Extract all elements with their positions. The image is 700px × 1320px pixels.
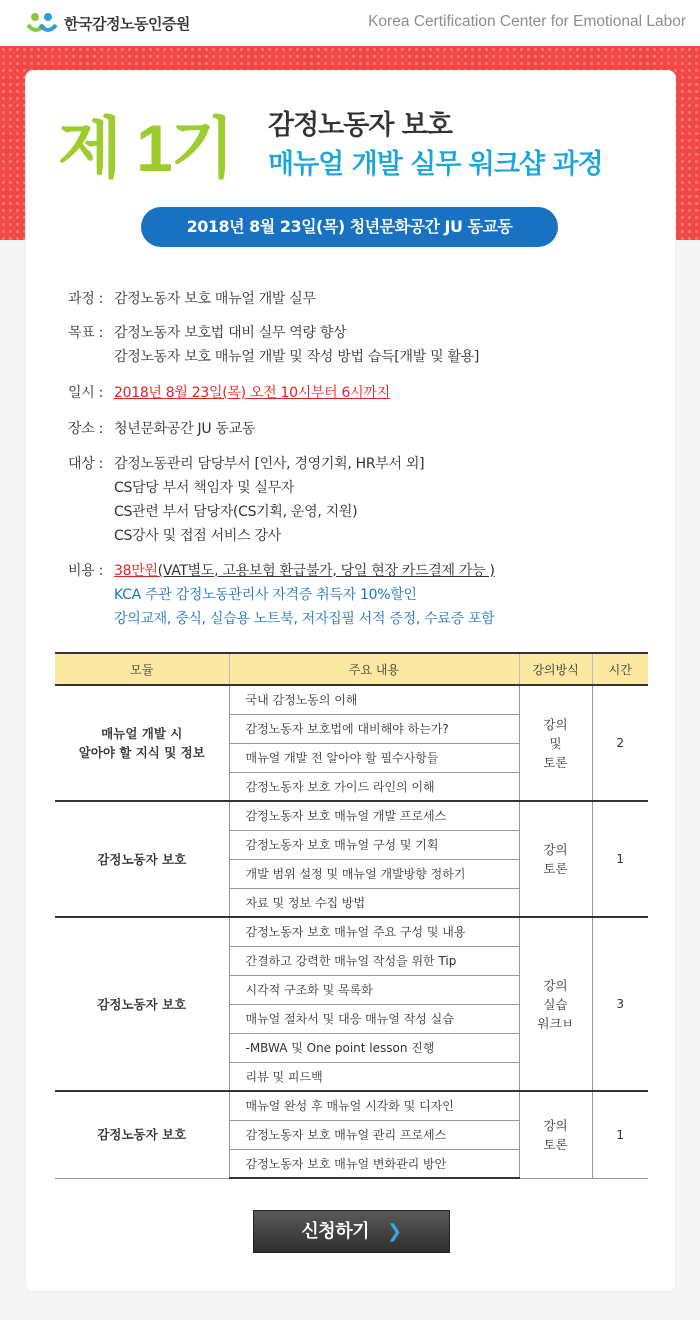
top-header <box>0 0 700 46</box>
logo-icon <box>26 11 58 35</box>
module-line: 감정노동자 보호 <box>97 1127 187 1143</box>
info-target-label: 대상 : <box>68 456 104 472</box>
apply-button[interactable] <box>253 1210 450 1253</box>
table-row <box>55 801 648 830</box>
table-header-row <box>55 653 648 685</box>
module-line: 감정노동자 보호 <box>97 851 187 867</box>
org-logo[interactable] <box>26 10 190 36</box>
topic-cell: -MBWA 및 One point lesson 진행 <box>229 1033 519 1062</box>
module-cell <box>55 917 229 1091</box>
method-line: 토론 <box>543 861 568 876</box>
info-place-label: 장소 : <box>68 421 104 437</box>
module-cell <box>55 685 229 801</box>
method-line: 및 <box>549 735 562 751</box>
apply-button-label: 신청하기 <box>301 1221 369 1242</box>
info-date-label: 일시 : <box>68 385 104 401</box>
title-line-1: 감정노동자 보호 <box>268 110 452 141</box>
method-line: 강의 <box>543 977 568 993</box>
info-target-line: CS담당 부서 책임자 및 실무자 <box>114 480 295 496</box>
date-location-pill: 2018년 8월 23일(목) 청년문화공간 JU 동교동 <box>141 207 558 247</box>
method-line: 강의 <box>543 716 568 732</box>
topic-cell: 감정노동자 보호법에 대비해야 하는가? <box>229 714 519 743</box>
table-row <box>55 1091 648 1120</box>
hours-cell: 1 <box>592 801 648 917</box>
info-course-label: 과정 : <box>68 291 104 307</box>
topic-cell: 리뷰 및 피드백 <box>229 1062 519 1091</box>
method-line: 실습 <box>543 996 568 1012</box>
info-fee <box>68 560 495 580</box>
topic-cell: 감정노동자 보호 매뉴얼 관리 프로세스 <box>229 1120 519 1149</box>
topic-cell: 감정노동자 보호 매뉴얼 구성 및 기획 <box>229 830 519 859</box>
header-method: 강의방식 <box>519 653 592 685</box>
table-row <box>55 685 648 714</box>
method-line: 토론 <box>543 754 568 770</box>
info-goal-label: 목표 : <box>68 325 104 341</box>
topic-cell: 간결하고 강력한 매뉴얼 작성을 위한 Tip <box>229 946 519 975</box>
method-cell <box>519 917 592 1091</box>
header-content: 주요 내용 <box>229 653 519 685</box>
info-place-value: 청년문화공간 JU 동교동 <box>114 421 256 437</box>
topic-cell: 감정노동자 보호 가이드 라인의 이해 <box>229 772 519 801</box>
info-target <box>68 453 424 473</box>
topic-cell: 개발 범위 설정 및 매뉴얼 개발방향 정하기 <box>229 859 519 888</box>
info-course-value: 감정노동자 보호 매뉴얼 개발 실무 <box>114 291 316 307</box>
info-goal-line: 감정노동자 보호 매뉴얼 개발 및 작성 방법 습득[개발 및 활용] <box>114 349 480 365</box>
topic-cell: 감정노동자 보호 매뉴얼 주요 구성 및 내용 <box>229 917 519 946</box>
curriculum-table <box>55 652 648 1179</box>
module-cell <box>55 801 229 917</box>
method-cell <box>519 685 592 801</box>
method-line: 토론 <box>543 1136 568 1152</box>
table-row <box>55 917 648 946</box>
module-cell <box>55 1091 229 1178</box>
info-target-line: CS관련 부서 담당자(CS기획, 운영, 지원) <box>114 504 358 520</box>
hours-cell: 1 <box>592 1091 648 1178</box>
topic-cell: 매뉴얼 절차서 및 대응 매뉴얼 작성 실습 <box>229 1004 519 1033</box>
info-course <box>68 288 316 308</box>
info-fee-amount: 38만원 <box>114 563 158 579</box>
info-fee-label: 비용 : <box>68 563 104 579</box>
info-goal <box>68 322 346 342</box>
info-goal-line: 감정노동자 보호법 대비 실무 역량 향상 <box>114 325 347 341</box>
method-cell <box>519 1091 592 1178</box>
method-line: 워크ㅂ <box>537 1015 574 1031</box>
method-line: 강의 <box>543 1117 568 1133</box>
module-line: 알아야 할 지식 및 정보 <box>78 745 205 760</box>
hours-cell: 2 <box>592 685 648 801</box>
info-target-line: 감정노동관리 담당부서 [인사, 경영기획, HR부서 외] <box>114 456 425 472</box>
chevron-right-icon: ❯ <box>386 1221 402 1242</box>
hours-cell: 3 <box>592 917 648 1091</box>
org-name: 한국감정노동인증원 <box>64 14 190 33</box>
module-line: 매뉴얼 개발 시 <box>101 726 183 741</box>
header-module: 모듈 <box>55 653 229 685</box>
topic-cell: 감정노동자 보호 매뉴얼 변화관리 방안 <box>229 1149 519 1178</box>
info-date <box>68 382 390 402</box>
topic-cell: 매뉴얼 개발 전 알아야 할 필수사항들 <box>229 743 519 772</box>
info-fee-line: KCA 주관 감정노동관리사 자격증 취득자 10%할인 <box>114 587 417 603</box>
title-line-2: 매뉴얼 개발 실무 워크샵 과정 <box>268 149 603 180</box>
topic-cell: 감정노동자 보호 매뉴얼 개발 프로세스 <box>229 801 519 830</box>
topic-cell: 매뉴얼 완성 후 매뉴얼 시각화 및 디자인 <box>229 1091 519 1120</box>
info-fee-detail: (VAT별도, 고용보험 환급불가, 당일 현장 카드결제 가능 ) <box>157 563 495 579</box>
info-date-value: 2018년 8월 23일(목) 오전 10시부터 6시까지 <box>114 385 390 401</box>
topic-cell: 자료 및 정보 수집 방법 <box>229 888 519 917</box>
info-place <box>68 418 255 438</box>
method-cell <box>519 801 592 917</box>
topic-cell: 국내 감정노동의 이해 <box>229 685 519 714</box>
topic-cell: 시각적 구조화 및 목록화 <box>229 975 519 1004</box>
module-line: 감정노동자 보호 <box>97 996 187 1012</box>
info-fee-line: 강의교재, 중식, 실습용 노트북, 저자집필 서적 증정, 수료증 포함 <box>114 611 495 627</box>
org-name-english: Korea Certification Center for Emotional Labor <box>368 13 686 30</box>
info-target-line: CS강사 및 접점 서비스 강사 <box>114 528 281 544</box>
generation-label: 제 1기 <box>58 111 233 185</box>
method-line: 강의 <box>543 842 568 857</box>
header-hours: 시간 <box>592 653 648 685</box>
